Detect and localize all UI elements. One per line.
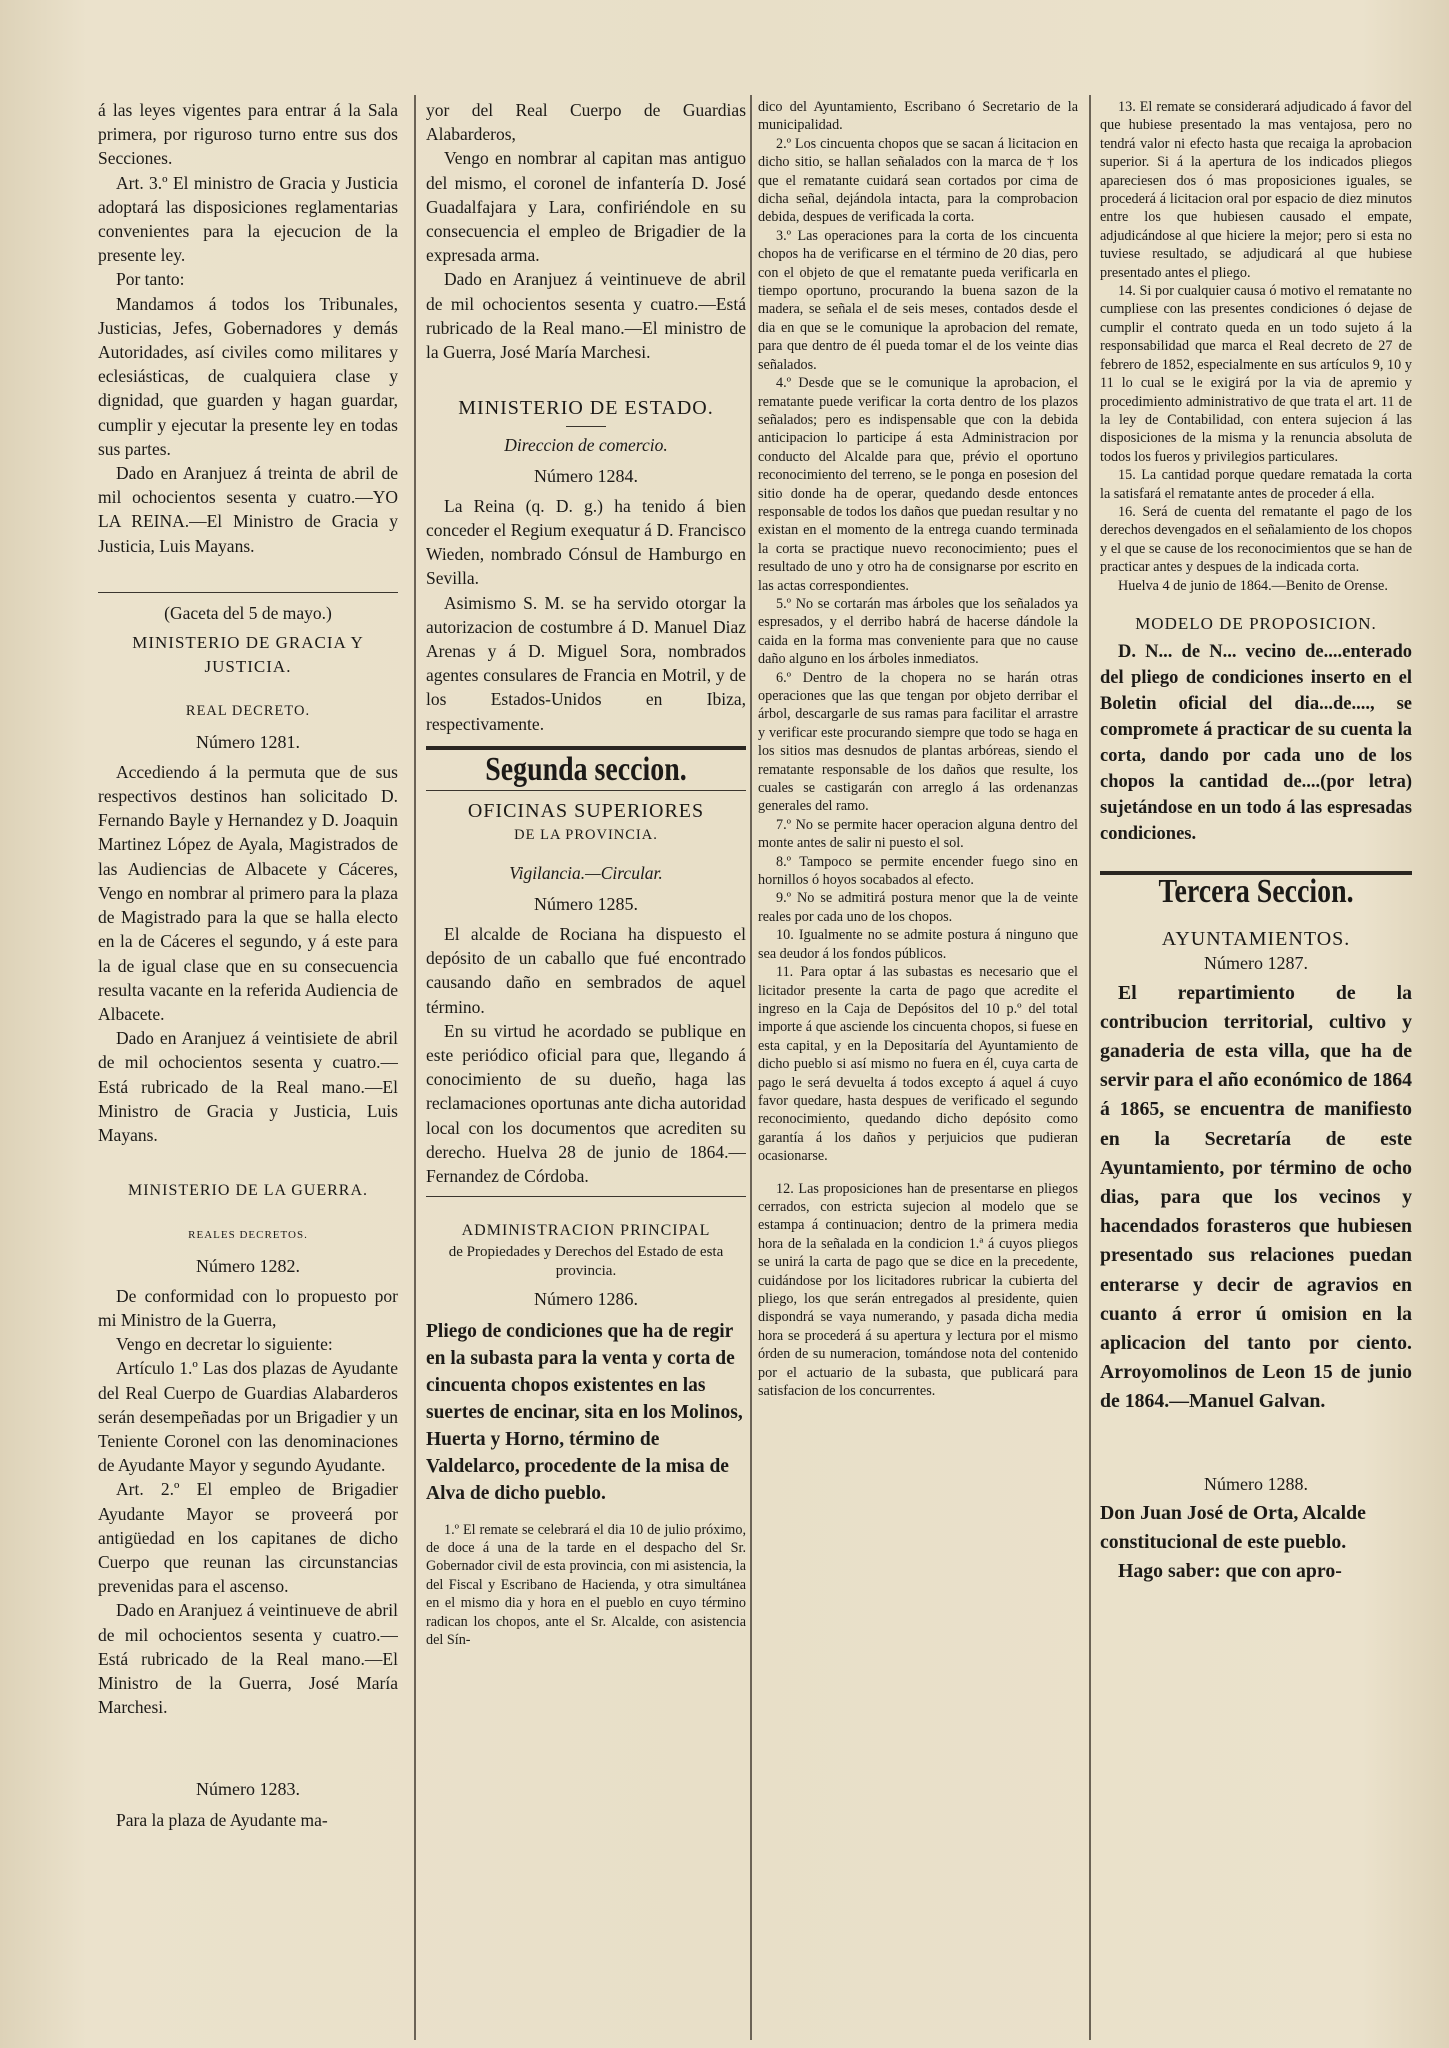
signature-line: Huelva 4 de junio de 1864.—Benito de Orense.	[1118, 577, 1388, 594]
paragraph: Para la plaza de Ayudante ma-	[116, 1809, 328, 1830]
column-divider	[750, 95, 752, 2040]
condition: 9.º No se admitirá postura menor que la de veinte reales por cada uno de los chopos.	[758, 890, 1078, 925]
paragraph: á las leyes vigentes para entrar á la Sala primera, por riguroso turno entre sus dos Secciones.	[98, 100, 398, 169]
condition: 1.º El remate se celebrará el dia 10 de julio próximo, de doce á una de la tarde en el despacho del Sr. Gobernador civil de esta provincia, con mi asistencia, la del Fiscal y Escribano de Hacienda, y otra simultánea en el mismo dia y hora en el pueblo en cuyo término radican los chopos, ante el Sr. Alcalde, con asistencia del Sín-	[426, 1521, 746, 1648]
condition: 3.º Las operaciones para la corta de los cincuenta chopos ha de verificarse en el término de 20 dias, pero con el objeto de que el rematante pueda verificarla en tiempo oportuno, procurando la buena sazon de la madera, se señala el de seis meses, contados desde el dia en que se le comunique la aprobacion del remate, para que dentro de él pueda tomar el de los veinte dias señalados.	[758, 227, 1078, 373]
condition: 6.º Dentro de la chopera no se harán otras operaciones que las que tengan por objeto derribar el árbol, descargarle de sus ramas para facilitar el arrastre y verificar este procurando siempre que todo se haga en los sitios mas desnudos de plantas arbóreas, siendo el rematante responsable de los daños que resulte, los cuales se castigarán con arreglo á las ordenanzas generales del ramo.	[758, 669, 1078, 815]
item-number: Número 1287.	[1204, 953, 1308, 974]
condition: 8.º Tampoco se permite encender fuego sino en hornillos ó hoyos socabados al efecto.	[758, 853, 1078, 889]
condition: 16. Será de cuenta del rematante el pago de los derechos devengados en el señalamiento de los chopos y el que se cause de los reconocimientos que se han de practicar antes y despues de la indicada corta.	[1100, 503, 1412, 576]
section-heading: Segunda seccion.	[485, 750, 687, 788]
paragraph: El repartimiento de la contribucion territorial, cultivo y ganaderia de esta villa, que ha de servir para el año económico de 1864 á 1865, se encuentra de manifiesto en la Secretaría de este Ayuntamiento, por término de ocho dias, para que los vecinos y hacendados forasteros que hubiesen presentado sus relaciones puedan enterarse y decir de agravios en cuanto á error ú omision en la aplicacion del tanto por ciento. Arroyomolinos de Leon 15 de junio de 1864.—Manuel Galvan.	[1100, 981, 1412, 1413]
section-heading: Tercera Seccion.	[1158, 873, 1354, 911]
paragraph: Hago saber: que con apro-	[1118, 1560, 1342, 1583]
paragraph: Art. 2.º El empleo de Brigadier Ayudante Mayor se proveerá por antigüedad en los capitanes de dicho Cuerpo que reunan las circunstancias prevenidas para el ascenso.	[98, 1479, 398, 1597]
paragraph: Dado en Aranjuez á veintisiete de abril de mil ochocientos sesenta y cuatro.—Está rubricado de la Real mano.—El Ministro de Gracia y Justicia, Luis Mayans.	[98, 1028, 398, 1145]
paragraph: Por tanto:	[116, 269, 185, 290]
ministry-heading: MINISTERIO DE GRACIA Y JUSTICIA.	[132, 633, 364, 677]
paragraph: Accediendo á la permuta que de sus respectivos destinos han solicitado D. Fernando Bayle y Hernandez y D. Joaquin Martinez López de Ayala, Magistrados de las Audiencias de Albacete y Cáceres, Vengo en nombrar al primero para la plaza de Magistrado para la que se halla electo en la de Cáceres el segundo, y á este para la de igual clase que en su consecuencia resulta vacante en la referida Audiencia de Albacete.	[98, 761, 398, 1024]
condition: 10. Igualmente no se admite postura á ninguno que sea deudor á los fondos públicos.	[758, 927, 1078, 962]
notice-title: Don Juan José de Orta, Alcalde constitucional de este pueblo.	[1100, 1502, 1366, 1554]
office-heading: OFICINAS SUPERIORES	[467, 800, 705, 823]
paragraph: La Reina (q. D. g.) ha tenido á bien conceder el Regium exequatur á D. Francisco Wieden, nombrado Cónsul de Hamburgo en Sevilla.	[426, 495, 746, 589]
subsection-heading: Vigilancia.—Circular.	[509, 863, 663, 884]
item-number: Número 1283.	[196, 1779, 300, 1800]
separator	[426, 746, 746, 750]
office-subheading: de Propiedades y Derechos del Estado de esta provincia.	[448, 1244, 724, 1280]
separator	[566, 426, 606, 427]
column-3	[758, 98, 1078, 2038]
subsection-heading: Direccion de comercio.	[504, 435, 668, 456]
paragraph: Dado en Aranjuez á treinta de abril de mil ochocientos sesenta y cuatro.—YO LA REINA.—El Ministro de Gracia y Justicia, Luis Mayans.	[98, 463, 398, 556]
paragraph: En su virtud he acordado se publique en este periódico oficial para que, llegando á conocimiento de su dueño, haga las reclamaciones oportunas ante dicha autoridad local con los documentos que acrediten su derecho. Huelva 28 de junio de 1864.—Fernandez de Córdoba.	[426, 1020, 746, 1186]
paragraph: Dado en Aranjuez á veintinueve de abril de mil ochocientos sesenta y cuatro.—Está rubricado de la Real mano.—El Ministro de la Guerra, José María Marchesi.	[98, 1600, 398, 1718]
condition: 11. Para optar á las subastas es necesario que el licitador presente la carta de pago que acredite el ingreso en la Caja de Depósitos del 10 p.º del total importe á que asciende los cincuenta chopos, si fuese en esta capital, y en la Depositaría del Ayuntamiento de dicho pueblo si así mismo no fuera en él, cuya carta de pago le será devuelta á todos excepto á aquel á cuyo favor quedare, hasta despues de verificado el segundo reconocimiento, quedando dicho depósito como garantía á los daños y perjuicios que pudieran ocasionarse.	[758, 964, 1078, 1165]
column-divider	[414, 95, 416, 2040]
condition: 4.º Desde que se le comunique la aprobacion, el rematante puede verificar la corta dentro de los plazos señalados; pero es indispensable que con la debida anticipacion lo participe á esta Administracion por conducto del Alcalde para que, prévio el oportuno reconocimiento del terreno, se le ponga en posesion del sitio donde ha de operar, quedando desde entonces responsable de todos los daños que puedan resultar y no existan en el momento de la entrega cuando terminada la corta se practique nuevo reconocimiento; pues el resultado de uno y otro ha de consignarse por escrito en las actas correspondientes.	[758, 375, 1078, 594]
item-number: Número 1286.	[534, 1289, 638, 1310]
model-text: D. N... de N... vecino de....enterado del pliego de condiciones inserto en el Boletin oficial del dia...de...., se compromete á practicar de su cuenta la corta, dando por cada uno de los chopos la cantidad de....(por letra) sujetándose en un todo á las espresadas condiciones.	[1100, 642, 1412, 845]
condition: 15. La cantidad porque quedare rematada la corta la satisfará el rematante antes de proceder á ella.	[1100, 467, 1412, 502]
ministry-heading: MINISTERIO DE LA GUERRA.	[128, 1182, 368, 1200]
condition: 5.º No se cortarán mas árboles que los señalados ya espresados, y el derribo habrá de hacerse dándole la caida en la forma mas conveniente para que no cause daño alguno en los árboles inmediatos.	[758, 595, 1078, 668]
pliego-title: Pliego de condiciones que ha de regir en la subasta para la venta y corta de cincuenta chopos existentes en las suertes de encinar, sita en los Molinos, Huerta y Horno, término de Valdelarco, procedente de la misa de Alva de dicho pueblo.	[426, 1320, 743, 1504]
item-number: Número 1288.	[1204, 1473, 1308, 1494]
decree-heading: REALES DECRETOS.	[188, 1229, 308, 1242]
column-1	[98, 98, 398, 2038]
paragraph: El alcalde de Rociana ha dispuesto el depósito de un caballo que fué encontrado causando daño en sembrados de aquel término.	[426, 923, 746, 1017]
condition: 14. Si por cualquier causa ó motivo el rematante no cumpliese con las presentes condiciones ó dejase de cumplir el contrato queda en un todo sujeto á la responsabilidad que marca el Real decreto de 27 de febrero de 1852, especialmente en sus artículos 9, 10 y 11 lo cual se le exigirá por la via de apremio y procedimiento administrativo de que trata el art. 11 de la ley de Contabilidad, con entera sujecion á las disposiciones de la misma y la renuncia absoluta de todos los fueros y privilegios particulares.	[1100, 283, 1412, 465]
column-4	[1100, 98, 1412, 2038]
gaceta-note: (Gaceta del 5 de mayo.)	[164, 602, 332, 623]
paragraph: Asimismo S. M. se ha servido otorgar la autorizacion de costumbre á D. Manuel Diaz Arenas y á D. Miguel Sora, nombrados agentes consulares de Francia en Motril, y de los Estados-Unidos en Ibiza, respectivamente.	[426, 592, 746, 734]
column-2	[426, 98, 746, 2038]
office-subheading: DE LA PROVINCIA.	[514, 827, 658, 844]
paragraph: Mandamos á todos los Tribunales, Justicias, Jefes, Gobernadores y demás Autoridades, así civiles como militares y eclesiásticas, de cualquiera clase y dignidad, que guarden y hagan guardar, cumplir y ejecutar la presente ley en todas sus partes.	[98, 293, 398, 459]
condition: 2.º Los cincuenta chopos que se sacan á licitacion en dicho sitio, se hallan señalados con la marca de † los que el rematante cuidará sean cortados por cima de dicha señal, dejándola intacta, para la comprobacion debida, despues de verificada la corta.	[758, 135, 1078, 226]
separator	[426, 790, 746, 791]
ministry-heading: MINISTERIO DE ESTADO.	[458, 397, 714, 420]
separator	[98, 592, 398, 593]
paragraph: Art. 3.º El ministro de Gracia y Justicia adoptará las disposiciones reglamentarias convenientes para la ejecucion de la presente ley.	[98, 172, 398, 266]
model-heading: MODELO DE PROPOSICION.	[1135, 613, 1377, 633]
paragraph: De conformidad con lo propuesto por mi Ministro de la Guerra,	[98, 1285, 398, 1330]
condition: dico del Ayuntamiento, Escribano ó Secretario de la municipalidad.	[758, 99, 1078, 134]
condition: 13. El remate se considerará adjudicado á favor del que hubiese presentado la mas ventajosa, pero no tendrá valor ni efecto hasta que recaiga la aprobacion superior. Si á la apertura de los indicados pliegos apareciesen dos ó mas proposiciones iguales, se procederá á licitacion oral por espacio de diez minutos entre los que hubiesen causado el empate, adjudicándose al que hiciere la mejor; pero si esta no tuviese resultado, se adjudicará al que hubiese presentado antes el pliego.	[1100, 99, 1412, 281]
column-divider	[1089, 95, 1091, 2040]
paragraph: Vengo en decretar lo siguiente:	[116, 1334, 333, 1355]
item-number: Número 1285.	[534, 893, 638, 914]
office-heading: AYUNTAMIENTOS.	[1161, 927, 1351, 950]
paragraph: Artículo 1.º Las dos plazas de Ayudante del Real Cuerpo de Guardias Alabarderos serán desempeñadas por un Brigadier y un Teniente Coronel con las denominaciones de Ayudante Mayor y segundo Ayudante.	[98, 1358, 398, 1476]
item-number: Número 1281.	[196, 731, 300, 752]
paragraph: yor del Real Cuerpo de Guardias Alabarderos,	[426, 100, 746, 145]
item-number: Número 1284.	[534, 465, 638, 486]
decree-heading: REAL DECRETO.	[185, 703, 311, 720]
paragraph: Vengo en nombrar al capitan mas antiguo del mismo, el coronel de infantería D. José Guadalfajara y Lara, confiriéndole en su consecuencia el empleo de Brigadier de la expresada arma.	[426, 148, 746, 266]
condition: 12. Las proposiciones han de presentarse en pliegos cerrados, con estricta sujecion al modelo que se estampa á continuacion; dentro de la primera media hora de la señalada en la condicion 1.ª á cuyos pliegos se unirá la carta de pago que se dice en la precedente, cuidándose por los licitadores rubricar la cubierta del pliego, los que serán entregados al presidente, quien dispondrá se vaya numerando, y pasada dicha media hora se procederá á su apertura y lectura por el mismo órden de su numeracion, tomándose nota del contenido por el actuario de la subasta, que publicará para satisfacion de los concurrentes.	[758, 1180, 1078, 1400]
office-heading: ADMINISTRACION PRINCIPAL	[461, 1222, 711, 1240]
item-number: Número 1282.	[196, 1255, 300, 1276]
condition: 7.º No se permite hacer operacion alguna dentro del monte antes de salir ni puesto el sol.	[758, 816, 1078, 852]
paragraph: Dado en Aranjuez á veintinueve de abril de mil ochocientos sesenta y cuatro.—Está rubricado de la Real mano.—El ministro de la Guerra, José María Marchesi.	[426, 269, 746, 363]
separator	[426, 1196, 746, 1197]
